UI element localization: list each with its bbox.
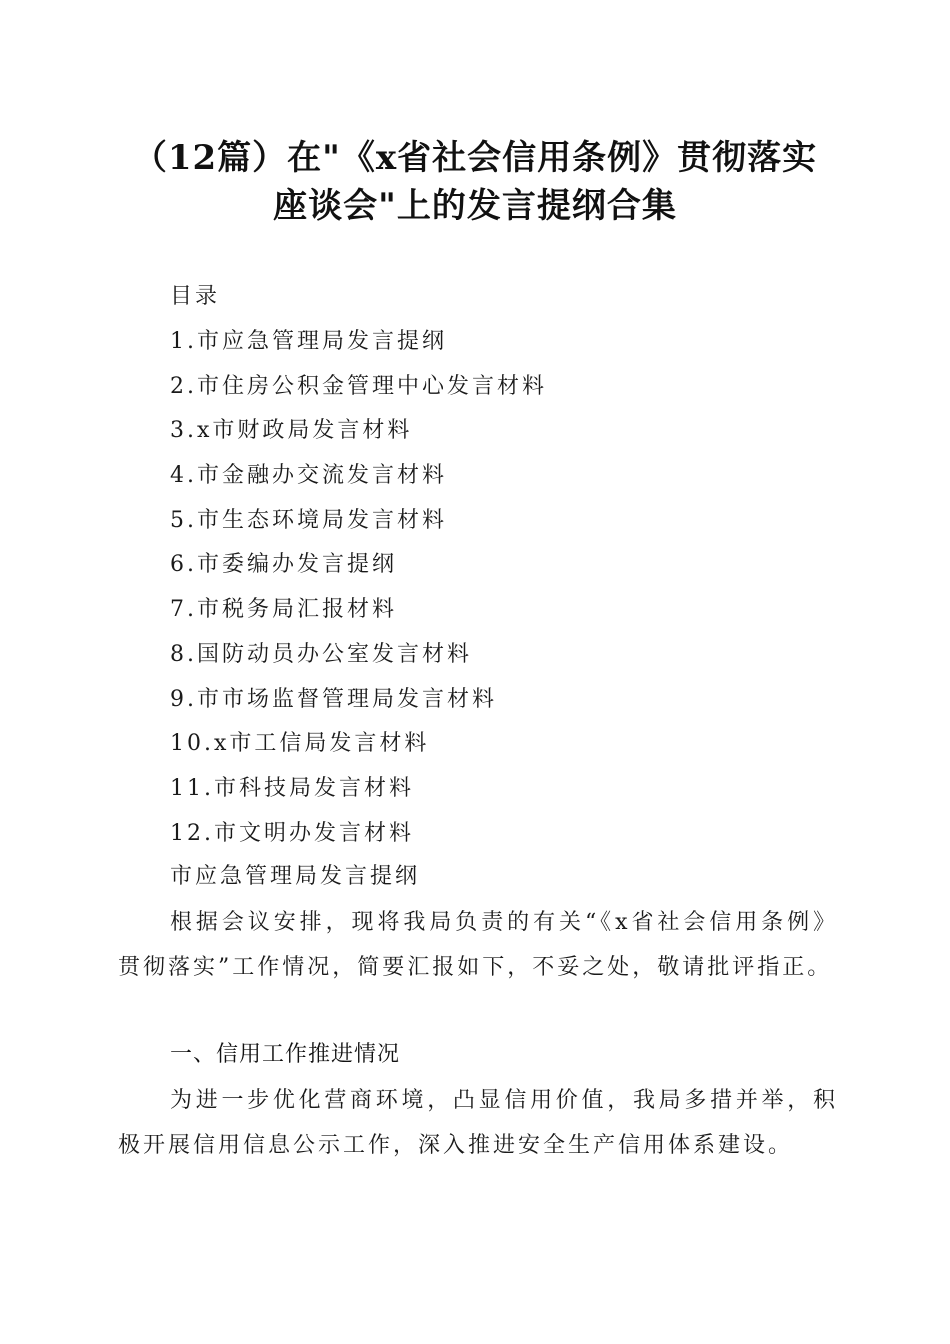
toc-item-1: 1.市应急管理局发言提纲 [170, 329, 447, 354]
document-title-line1: （12篇）在"《x省社会信用条例》贯彻落实 [132, 138, 818, 178]
toc-heading: 目录 [170, 284, 221, 309]
toc-item-12: 12.市文明办发言材料 [170, 820, 414, 846]
toc-item-11: 11.市科技局发言材料 [170, 775, 414, 801]
toc-item-7: 7.市税务局汇报材料 [170, 597, 397, 623]
document-title-line2: 座谈会"上的发言提纲合集 [273, 186, 677, 226]
toc-item-2: 2.市住房公积金管理中心发言材料 [170, 373, 547, 399]
section-title: 市应急管理局发言提纲 [170, 864, 421, 889]
subheading-credit-progress: 一、信用工作推进情况 [170, 1042, 401, 1067]
toc-item-6: 6.市委编办发言提纲 [170, 552, 397, 578]
paragraph-intro: 根据会议安排，现将我局负责的有关“《x省社会信用条例》贯彻落实”工作情况，简要汇报如下，不妥之处，敬请批评指正。 [118, 910, 838, 980]
toc-item-10: 10.x市工信局发言材料 [170, 731, 430, 757]
toc-item-9: 9.市市场监督管理局发言材料 [170, 686, 497, 712]
table-of-contents [170, 327, 547, 863]
toc-item-3: 3.x市财政局发言材料 [170, 418, 413, 444]
toc-item-4: 4.市金融办交流发言材料 [170, 463, 447, 489]
paragraph-body: 为进一步优化营商环境，凸显信用价值，我局多措并举，积极开展信用信息公示工作，深入推进安全生产信用体系建设。 [118, 1088, 838, 1158]
toc-item-8: 8.国防动员办公室发言材料 [170, 641, 472, 667]
toc-item-5: 5.市生态环境局发言材料 [170, 507, 447, 533]
